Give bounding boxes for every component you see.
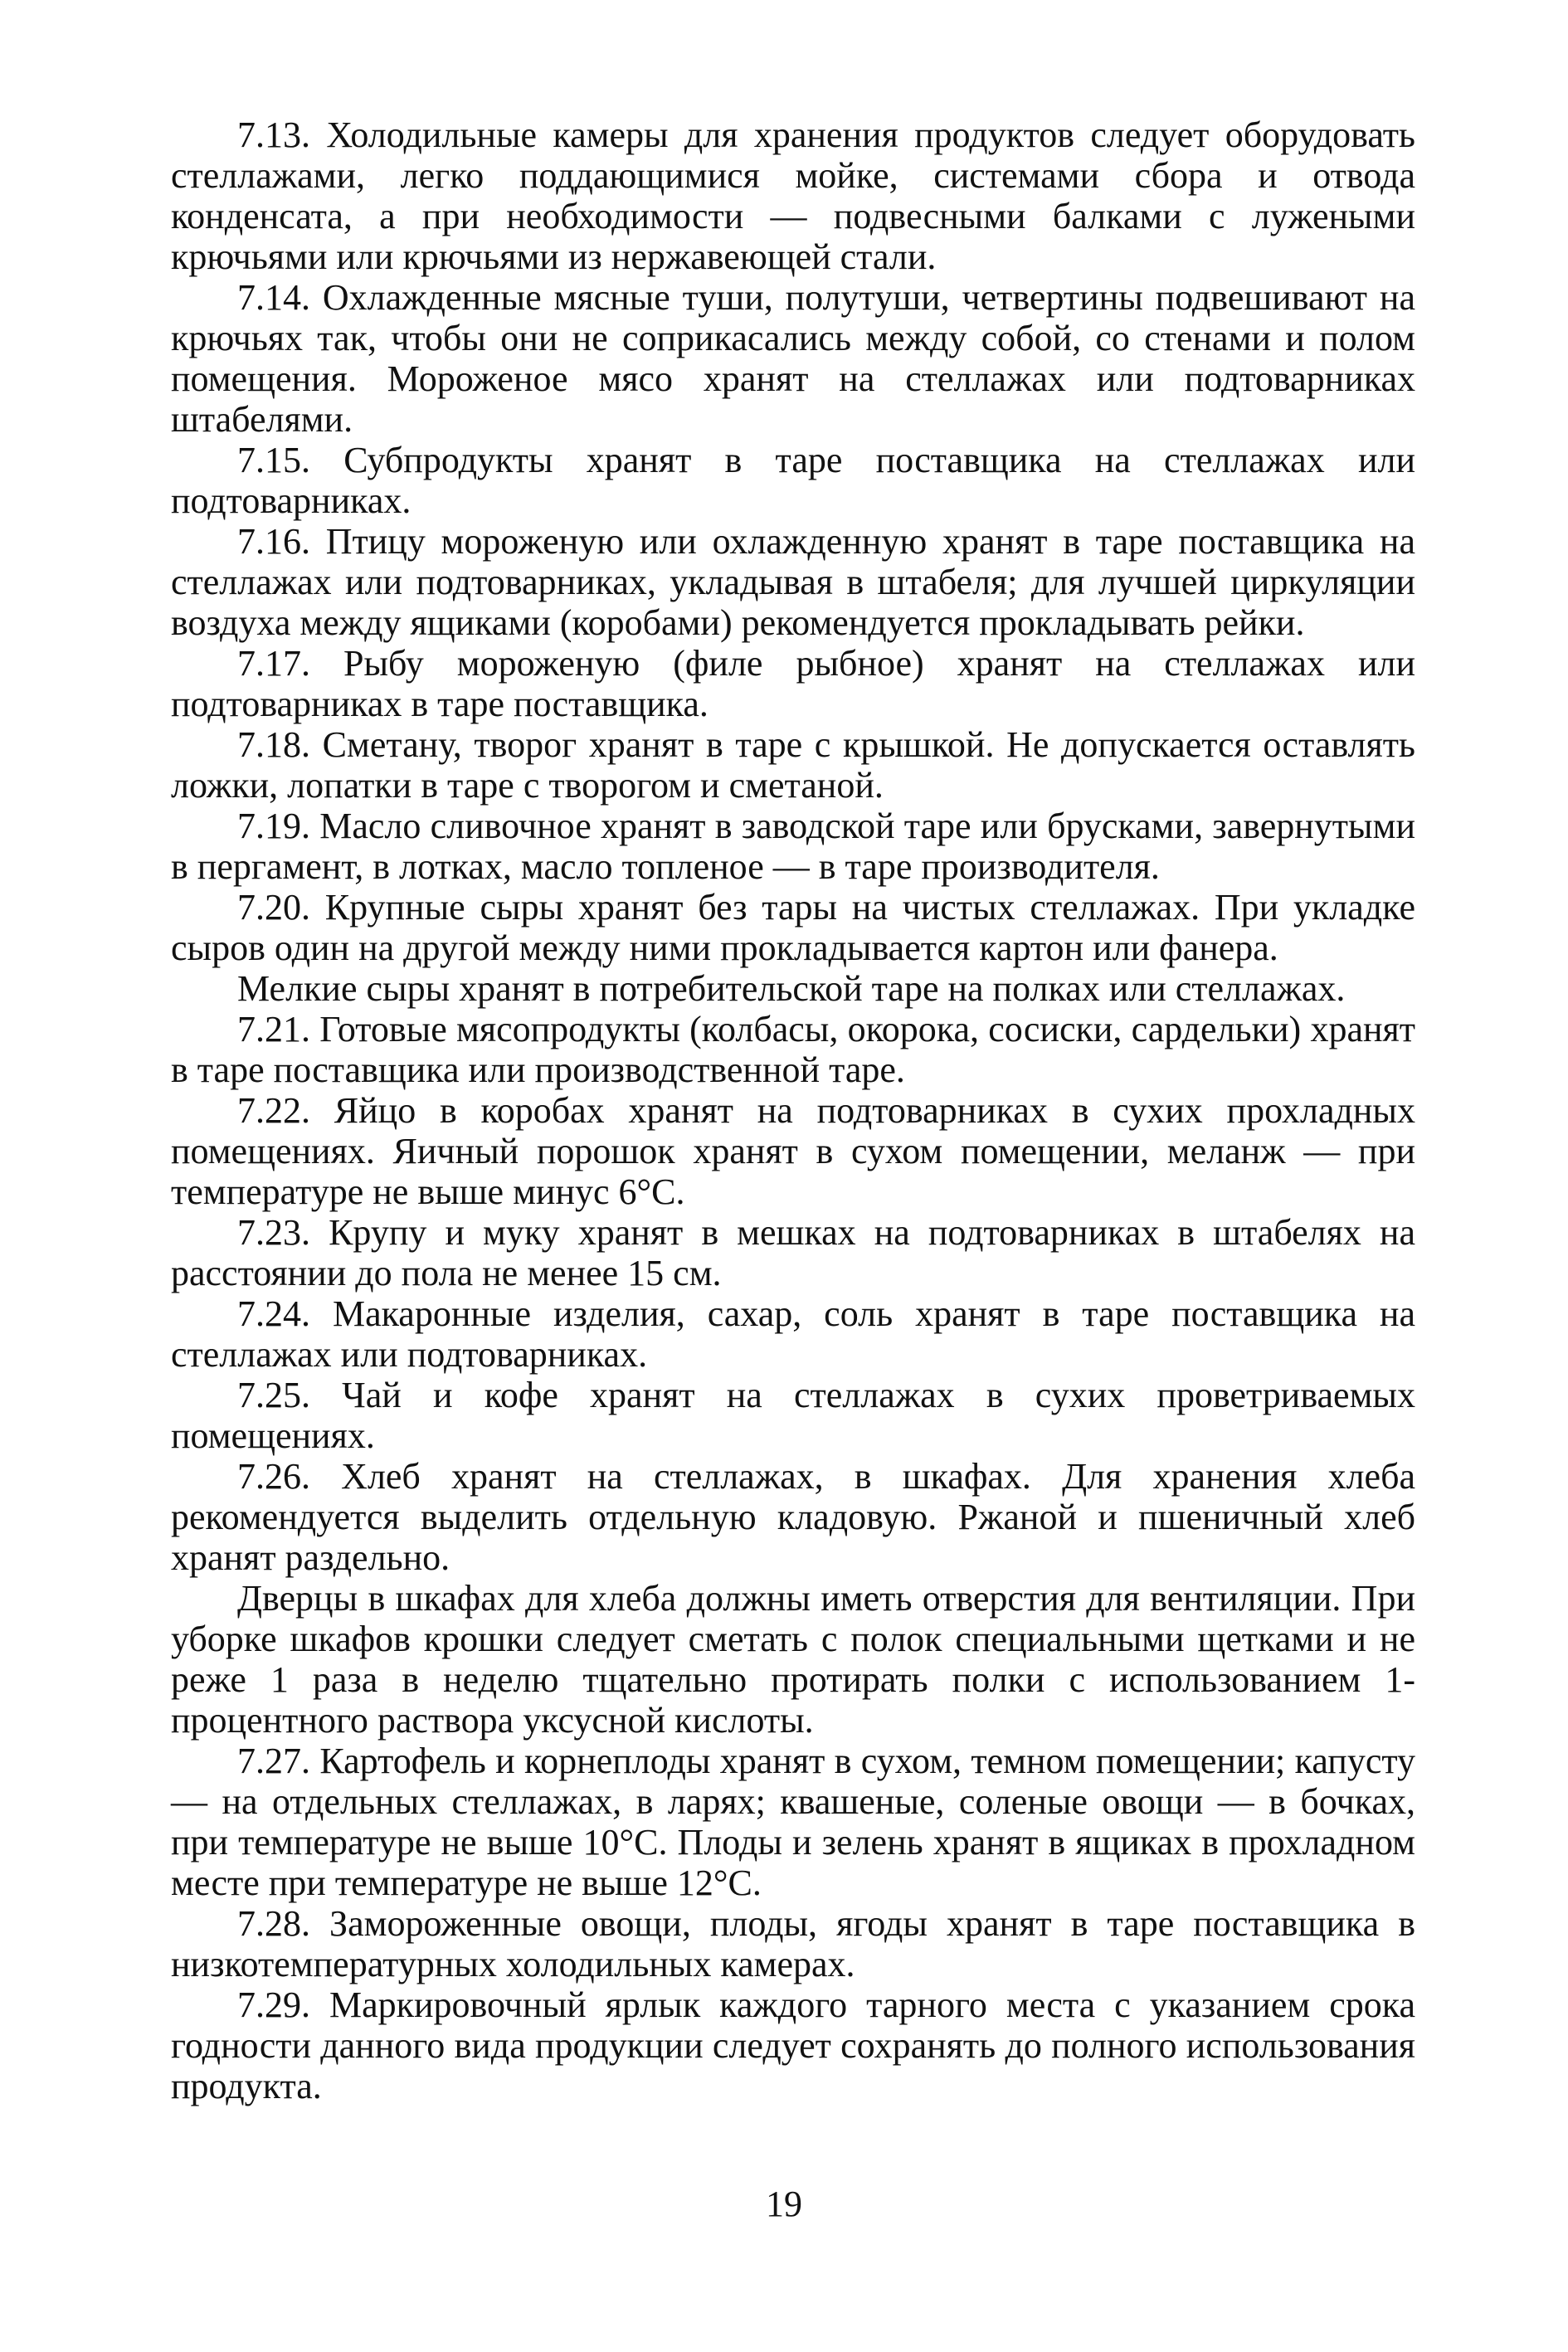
paragraph-7-26: 7.26. Хлеб хранят на стеллажах, в шкафах. Для хранения хлеба рекомендуется выделить отдельную кладовую. Ржаной и пшеничный хлеб хранят раздельно. [171, 1456, 1415, 1578]
paragraph-7-19: 7.19. Масло сливочное хранят в заводской таре или брусками, завернутыми в пергамент, в лотках, масло топленое — в таре производителя. [171, 806, 1415, 887]
paragraph-7-20-continued: Мелкие сыры хранят в потребительской таре на полках или стеллажах. [237, 968, 1346, 1009]
paragraph-7-14: 7.14. Охлажденные мясные туши, полутуши, четвертины подвешивают на крючьях так, чтобы они не соприкасались между собой, со стенами и полом помещения. Мороженое мясо хранят на стеллажах или подтоварниках штабелями. [171, 277, 1415, 440]
paragraph-7-15: 7.15. Субпродукты хранят в таре поставщика на стеллажах или подтоварниках. [171, 440, 1415, 521]
paragraph-7-26-continued: Дверцы в шкафах для хлеба должны иметь отверстия для вентиляции. При уборке шкафов крошки следует сметать с полок специальными щетками и не реже 1 раза в неделю тщательно протирать полки с использованием 1-процентного раствора уксусной кислоты. [171, 1578, 1415, 1741]
paragraph-7-17: 7.17. Рыбу мороженую (филе рыбное) хранят на стеллажах или подтоварниках в таре поставщика. [171, 643, 1415, 724]
paragraph-7-23: 7.23. Крупу и муку хранят в мешках на подтоварниках в штабелях на расстоянии до пола не менее 15 см. [171, 1212, 1415, 1293]
paragraph-7-16: 7.16. Птицу мороженую или охлажденную хранят в таре поставщика на стеллажах или подтоварниках, укладывая в штабеля; для лучшей циркуляции воздуха между ящиками (коробами) рекомендуется прокладывать рейки. [171, 521, 1415, 643]
document-body [171, 114, 1415, 2106]
paragraph-7-13: 7.13. Холодильные камеры для хранения продуктов следует оборудовать стеллажами, легко поддающимися мойке, системами сбора и отвода конденсата, а при необходимости — подвесными балками с лужеными крючьями или крючьями из нержавеющей стали. [171, 114, 1415, 277]
page-number: 19 [766, 2184, 802, 2224]
paragraph-7-27: 7.27. Картофель и корнеплоды хранят в сухом, темном помещении; капусту — на отдельных стеллажах, в ларях; квашеные, соленые овощи — в бочках, при температуре не выше 10°С. Плоды и зелень хранят в ящиках в прохладном месте при температуре не выше 12°С. [171, 1741, 1415, 1903]
paragraph-7-29: 7.29. Маркировочный ярлык каждого тарного места с указанием срока годности данного вида продукции следует сохранять до полного использования продукта. [171, 1984, 1415, 2106]
paragraph-7-21: 7.21. Готовые мясопродукты (колбасы, окорока, сосиски, сардельки) хранят в таре поставщика или производственной таре. [171, 1009, 1415, 1090]
paragraph-7-25: 7.25. Чай и кофе хранят на стеллажах в сухих проветриваемых помещениях. [171, 1375, 1415, 1456]
paragraph-7-22: 7.22. Яйцо в коробах хранят на подтоварниках в сухих прохладных помещениях. Яичный порошок хранят в сухом помещении, меланж — при температуре не выше минус 6°С. [171, 1090, 1415, 1212]
paragraph-7-24: 7.24. Макаронные изделия, сахар, соль хранят в таре поставщика на стеллажах или подтоварниках. [171, 1293, 1415, 1375]
paragraph-7-20: 7.20. Крупные сыры хранят без тары на чистых стеллажах. При укладке сыров один на другой между ними прокладывается картон или фанера. [171, 887, 1415, 968]
paragraph-7-18: 7.18. Сметану, творог хранят в таре с крышкой. Не допускается оставлять ложки, лопатки в таре с творогом и сметаной. [171, 724, 1415, 806]
paragraph-7-28: 7.28. Замороженные овощи, плоды, ягоды хранят в таре поставщика в низкотемпературных холодильных камерах. [171, 1903, 1415, 1984]
